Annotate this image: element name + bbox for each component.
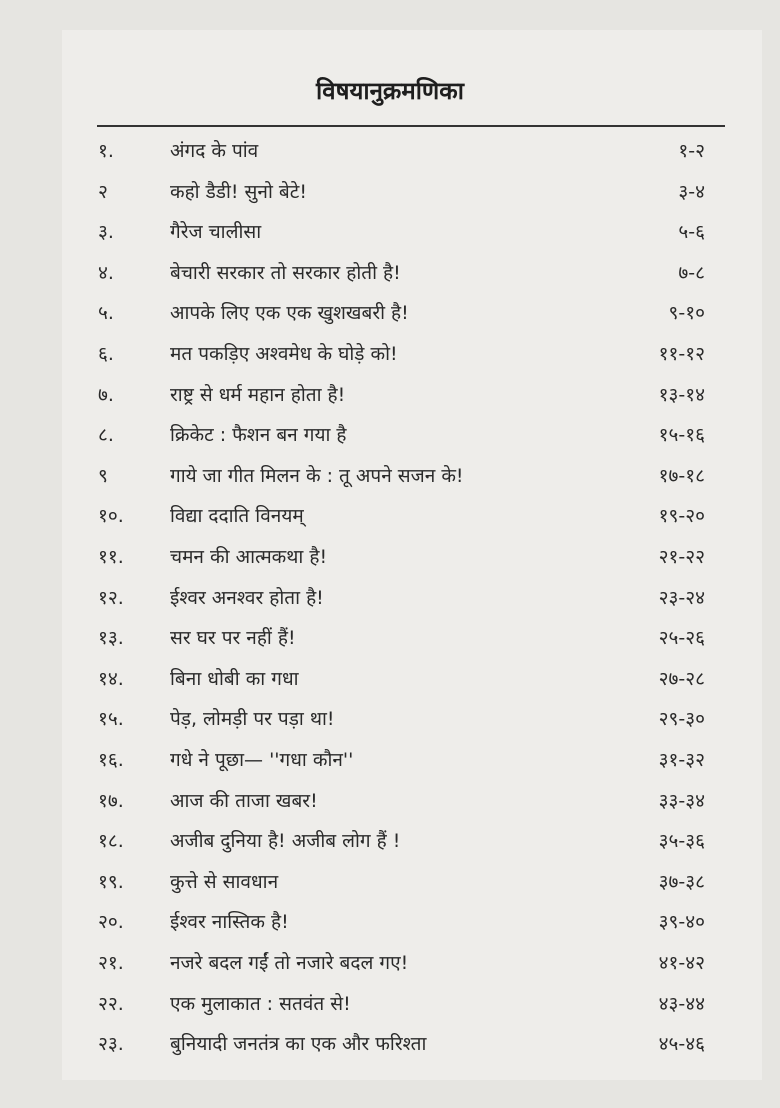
entry-pages: २३-२४ bbox=[658, 586, 705, 609]
entry-title: ईश्वर नास्तिक है! bbox=[170, 911, 289, 934]
entry-number: २२. bbox=[98, 992, 124, 1015]
entry-number: ४. bbox=[98, 261, 114, 284]
entry-title: अंगद के पांव bbox=[170, 140, 259, 162]
entry-number: २३. bbox=[98, 1033, 124, 1056]
entry-title: कहो डैडी! सुनो बेटे! bbox=[170, 180, 307, 203]
entry-pages: ५-६ bbox=[678, 221, 705, 244]
entry-number: ६. bbox=[98, 343, 114, 365]
entry-title: बुनियादी जनतंत्र का एक और फरिश्ता bbox=[170, 1033, 427, 1056]
entry-title: विद्या ददाति विनयम् bbox=[170, 505, 304, 528]
entry-pages: ३५-३६ bbox=[658, 830, 705, 853]
entry-pages: २१-२२ bbox=[658, 546, 705, 568]
entry-title: पेड़, लोमड़ी पर पड़ा था! bbox=[170, 708, 335, 731]
contents-entry bbox=[0, 618, 780, 658]
contents-entry bbox=[0, 740, 780, 780]
entry-title: सर घर पर नहीं हैं! bbox=[170, 627, 296, 650]
entry-number: ५. bbox=[98, 302, 114, 325]
contents-entry bbox=[0, 375, 780, 415]
entry-pages: २९-३० bbox=[658, 708, 705, 731]
entry-title: क्रिकेट : फैशन बन गया है bbox=[170, 424, 347, 447]
entry-number: २०. bbox=[98, 911, 124, 934]
contents-entry bbox=[0, 699, 780, 739]
contents-entry bbox=[0, 131, 780, 171]
contents-entry bbox=[0, 659, 780, 699]
entry-title: अजीब दुनिया है! अजीब लोग हैं ! bbox=[170, 830, 401, 853]
contents-entry bbox=[0, 781, 780, 821]
contents-entry bbox=[0, 902, 780, 942]
entry-title: आपके लिए एक एक खुशखबरी है! bbox=[170, 302, 409, 325]
contents-entry bbox=[0, 984, 780, 1024]
entry-pages: ४३-४४ bbox=[658, 992, 705, 1015]
contents-entry bbox=[0, 212, 780, 252]
entry-title: बेचारी सरकार तो सरकार होती है! bbox=[170, 261, 401, 284]
entry-title: चमन की आत्मकथा है! bbox=[170, 546, 328, 568]
entry-pages: ७-८ bbox=[678, 261, 705, 284]
entry-number: १४. bbox=[98, 667, 124, 690]
entry-number: १८. bbox=[98, 830, 124, 853]
contents-entry bbox=[0, 334, 780, 374]
entry-pages: १-२ bbox=[678, 140, 705, 162]
contents-entry bbox=[0, 172, 780, 212]
entry-number: ३. bbox=[98, 221, 114, 244]
entry-pages: ९-१० bbox=[668, 302, 705, 325]
entry-title: बिना धोबी का गधा bbox=[170, 667, 299, 690]
entry-title: मत पकड़िए अश्वमेध के घोड़े को! bbox=[170, 343, 398, 365]
entry-number: १२. bbox=[98, 586, 124, 609]
entry-pages: ३९-४० bbox=[658, 911, 705, 934]
contents-entry bbox=[0, 415, 780, 455]
entry-pages: ३७-३८ bbox=[658, 870, 705, 893]
entry-number: २ bbox=[98, 180, 108, 203]
entry-title: आज की ताजा खबर! bbox=[170, 789, 318, 812]
contents-entry bbox=[0, 253, 780, 293]
entry-pages: ३-४ bbox=[678, 180, 705, 203]
entry-number: १३. bbox=[98, 627, 124, 650]
entry-title: गैरेज चालीसा bbox=[170, 221, 262, 244]
contents-entry bbox=[0, 862, 780, 902]
entry-number: २१. bbox=[98, 952, 124, 974]
entry-number: १५. bbox=[98, 708, 124, 731]
entry-title: नजरे बदल गईं तो नजारे बदल गए! bbox=[170, 952, 409, 974]
entry-pages: १३-१४ bbox=[658, 383, 705, 406]
contents-entry bbox=[0, 537, 780, 577]
contents-entry bbox=[0, 943, 780, 983]
entry-pages: ४५-४६ bbox=[658, 1033, 705, 1056]
entry-number: ७. bbox=[98, 383, 114, 406]
contents-entry bbox=[0, 1024, 780, 1064]
contents-entry bbox=[0, 456, 780, 496]
entry-number: १. bbox=[98, 140, 114, 162]
entry-number: १०. bbox=[98, 505, 124, 528]
entry-pages: १७-१८ bbox=[658, 464, 705, 487]
entry-number: १७. bbox=[98, 789, 124, 812]
entry-title: गाये जा गीत मिलन के : तू अपने सजन के! bbox=[170, 464, 464, 487]
entry-number: १९. bbox=[98, 870, 124, 893]
entry-title: एक मुलाकात : सतवंत से! bbox=[170, 992, 351, 1015]
entry-title: राष्ट्र से धर्म महान होता है! bbox=[170, 383, 346, 406]
contents-entry bbox=[0, 821, 780, 861]
entry-number: १६. bbox=[98, 749, 124, 771]
page-title: विषयानुक्रमणिका bbox=[316, 77, 464, 105]
entry-pages: ४१-४२ bbox=[658, 952, 705, 974]
entry-pages: १५-१६ bbox=[658, 424, 705, 447]
entry-pages: ३३-३४ bbox=[658, 789, 705, 812]
entry-number: ११. bbox=[98, 546, 124, 568]
entry-title: गधे ने पूछा— ''गधा कौन'' bbox=[170, 749, 354, 771]
entry-pages: २५-२६ bbox=[658, 627, 705, 650]
contents-entry bbox=[0, 496, 780, 536]
entry-number: ९ bbox=[98, 464, 108, 487]
contents-entry bbox=[0, 578, 780, 618]
entry-pages: ११-१२ bbox=[658, 343, 705, 365]
entry-pages: २७-२८ bbox=[658, 667, 705, 690]
entry-title: कुत्ते से सावधान bbox=[170, 870, 279, 893]
entry-pages: १९-२० bbox=[658, 505, 705, 528]
entry-number: ८. bbox=[98, 424, 114, 447]
entry-title: ईश्वर अनश्वर होता है! bbox=[170, 586, 324, 609]
title-divider bbox=[97, 125, 725, 127]
contents-entry bbox=[0, 293, 780, 333]
entry-pages: ३१-३२ bbox=[658, 749, 705, 771]
